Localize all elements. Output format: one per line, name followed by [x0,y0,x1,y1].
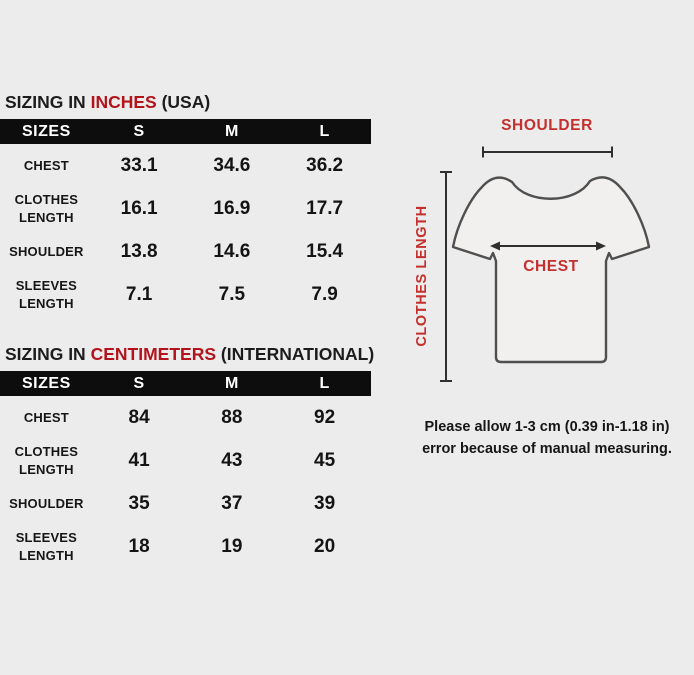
title-suffix: (INTERNATIONAL) [220,344,375,364]
table-header-row [0,119,371,144]
header-size-s: S [133,374,145,392]
table-row [0,525,371,568]
shoulder-l-cm: 39 [314,492,336,514]
tshirt-measurement-diagram [400,95,694,495]
inches-table-title [5,92,210,113]
shoulder-l-in: 15.4 [306,240,344,262]
centimeters-table-title [5,344,374,365]
note-line-1: Please allow 1-3 cm (0.39 in-1.18 in) [424,419,670,435]
row-label-chest: CHEST [23,157,69,173]
sleeves-length-m-cm: 19 [221,535,243,557]
chest-l-in: 36.2 [306,154,344,176]
sleeves-length-s-in: 7.1 [125,283,153,305]
centimeters-size-table [0,371,371,568]
header-size-l: L [319,122,330,140]
header-size-m: M [224,374,239,392]
clothes-length-m-cm: 43 [221,449,243,471]
tshirt-diagram-drawing [400,95,694,395]
measuring-error-note [400,416,694,460]
inches-size-table [0,119,371,316]
title-suffix: (USA) [161,92,211,112]
clothes-length-m-in: 16.9 [213,197,251,219]
header-size-s: S [133,122,145,140]
chest-m-in: 34.6 [213,154,251,176]
row-label-clothes-length: CLOTHES LENGTH [14,443,79,477]
sleeves-length-m-in: 7.5 [218,283,246,305]
header-size-l: L [319,374,330,392]
shoulder-m-in: 14.6 [213,240,251,262]
header-sizes: SIZES [22,122,71,140]
table-row [0,187,371,230]
title-unit-inches: INCHES [90,92,157,112]
table-row [0,273,371,316]
header-size-m: M [224,122,239,140]
sleeves-length-l-in: 7.9 [311,283,338,305]
note-line-2: error because of manual measuring. [422,441,672,457]
clothes-length-measure-line [440,172,452,381]
row-label-shoulder: SHOULDER [9,495,84,511]
row-label-chest: CHEST [23,409,69,425]
table-header-row [0,371,371,396]
title-prefix: SIZING IN [5,344,86,364]
shoulder-diagram-label: SHOULDER [501,117,593,134]
clothes-length-diagram-label: CLOTHES LENGTH [414,205,430,347]
chest-l-cm: 92 [314,406,336,428]
table-row [0,439,371,482]
clothes-length-s-cm: 41 [128,449,150,471]
chest-s-in: 33.1 [120,154,158,176]
table-row [0,144,371,187]
chest-s-cm: 84 [128,406,150,428]
row-label-sleeves-length: SLEEVES LENGTH [15,277,78,311]
chest-diagram-label: CHEST [523,258,579,275]
header-sizes: SIZES [22,374,71,392]
clothes-length-l-cm: 45 [314,449,336,471]
clothes-length-s-in: 16.1 [120,197,158,219]
table-row [0,482,371,525]
shoulder-m-cm: 37 [221,492,243,514]
shoulder-s-cm: 35 [128,492,150,514]
title-prefix: SIZING IN [5,92,86,112]
shoulder-s-in: 13.8 [120,240,158,262]
row-label-clothes-length: CLOTHES LENGTH [14,191,79,225]
chest-m-cm: 88 [221,406,243,428]
table-row [0,230,371,273]
sleeves-length-l-cm: 20 [314,535,336,557]
row-label-sleeves-length: SLEEVES LENGTH [15,529,78,563]
sleeves-length-s-cm: 18 [128,535,150,557]
title-unit-centimeters: CENTIMETERS [90,344,217,364]
table-row [0,396,371,439]
clothes-length-l-in: 17.7 [306,197,344,219]
row-label-shoulder: SHOULDER [9,243,84,259]
shoulder-measure-line [483,147,612,158]
